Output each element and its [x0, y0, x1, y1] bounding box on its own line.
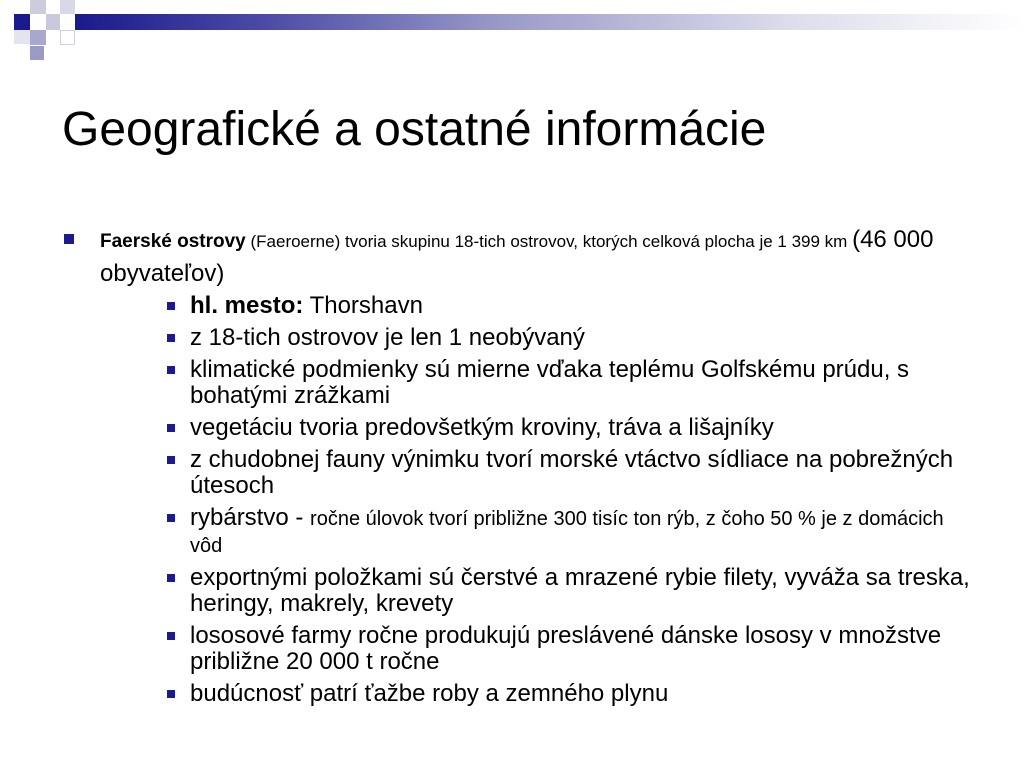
list-item: [190, 447, 970, 499]
deco-square-8: [14, 30, 30, 44]
deco-square-5: [60, 0, 75, 14]
header-decoration: [0, 0, 1024, 70]
deco-square-2: [14, 14, 30, 30]
list-item-text: lososové farmy ročne produkujú preslávené dánske lososy v množstve približne 20 000 t ročne: [190, 622, 942, 675]
capital-label: hl. mesto:: [190, 292, 304, 319]
bullet-square: [167, 366, 175, 374]
deco-square-4: [46, 14, 60, 30]
bullet-square: [167, 456, 175, 464]
bullet-square: [167, 334, 175, 342]
population: (46 000 obyvateľov): [100, 226, 934, 287]
deco-square-7: [30, 30, 46, 45]
fishing-label: rybárstvo -: [190, 504, 304, 531]
bullet-square: [167, 690, 175, 698]
list-item: [190, 623, 970, 675]
bullet-square: [167, 514, 175, 522]
list-item: [190, 325, 970, 351]
islands-name: Faerské ostrovy: [100, 231, 246, 252]
list-item: [190, 565, 970, 617]
list-item: [190, 357, 970, 409]
bullet-square: [167, 302, 175, 310]
bullet-square: [167, 574, 175, 582]
deco-square-6: [60, 30, 75, 45]
capital-value: Thorshavn: [309, 292, 423, 319]
sub-bullet-list: [190, 293, 970, 713]
deco-square-1: [0, 0, 14, 14]
list-item-text: exportnými položkami sú čerstvé a mrazené rybie filety, vyváža sa treska, heringy, makrely, krevety: [190, 564, 970, 617]
list-item-capital: [190, 293, 970, 319]
list-item-text: z chudobnej fauny výnimku tvorí morské vtáctvo sídliace na pobrežných útesoch: [190, 446, 954, 499]
deco-square-9: [30, 46, 44, 60]
bullet-square: [167, 424, 175, 432]
slide-title: Geografické a ostatné informácie: [62, 103, 767, 156]
bullet-square: [64, 234, 74, 244]
header-gradient-bar: [75, 14, 1024, 30]
bullet-square: [167, 632, 175, 640]
list-item: [190, 415, 970, 441]
deco-square-3: [30, 0, 46, 14]
fishing-text: ročne úlovok tvorí približne 300 tisíc ton rýb, z čoho 50 % je z domácich vôd: [190, 508, 944, 557]
list-item-text: budúcnosť patrí ťažbe roby a zemného plynu: [190, 680, 669, 707]
list-item-fishing: [190, 505, 970, 559]
list-item-text: klimatické podmienky sú mierne vďaka teplému Golfskému prúdu, s bohatými zrážkami: [190, 356, 910, 409]
list-item-text: z 18-tich ostrovov je len 1 neobývaný: [190, 324, 585, 351]
main-bullet: [100, 224, 960, 292]
list-item: [190, 681, 970, 707]
islands-description: (Faeroerne) tvoria skupinu 18-tich ostrovov, ktorých celková plocha je 1 399 km: [250, 232, 848, 251]
list-item-text: vegetáciu tvoria predovšetkým kroviny, tráva a lišajníky: [190, 414, 774, 441]
